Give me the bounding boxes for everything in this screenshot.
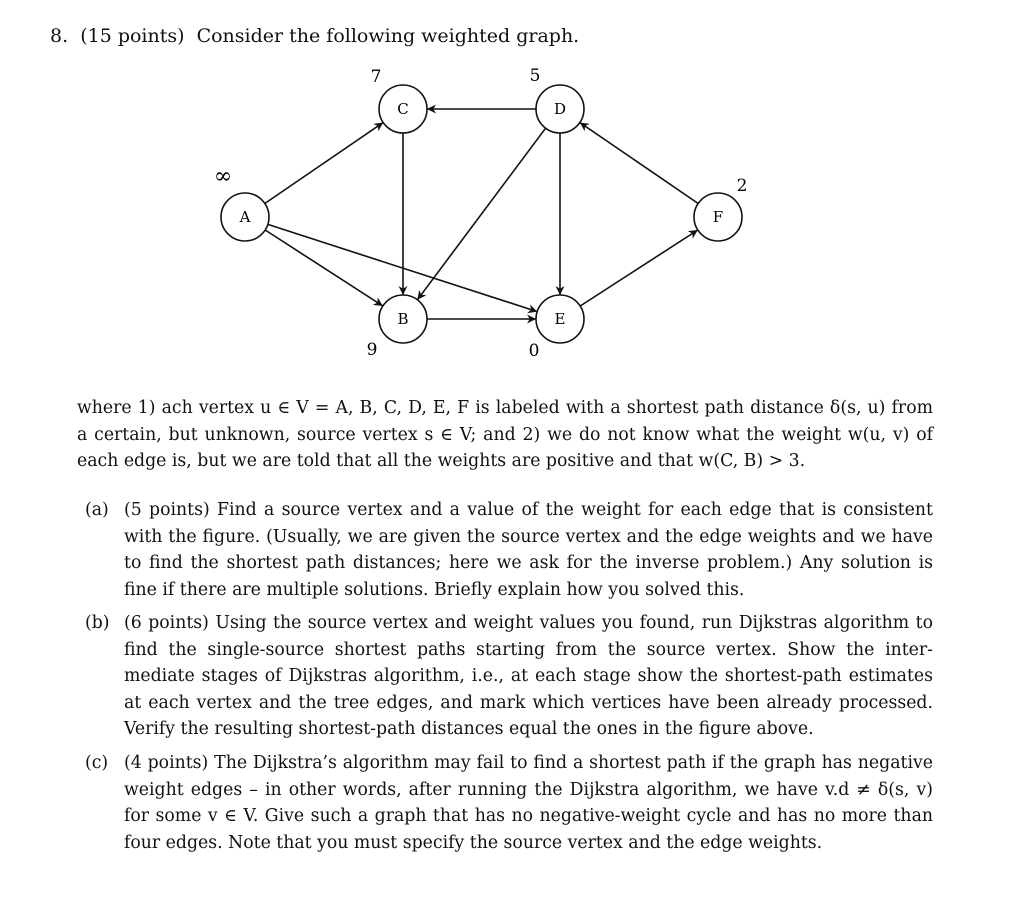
vertex-d-label: D: [553, 100, 567, 118]
part-b-label: (b): [85, 613, 110, 633]
part-a-text: Find a source vertex and a value of the weight for each edge that is consistent with the figure. (Usually, we are given the source vertex and the edge weights and we have to find the shortest path distances; here we ask for the inverse problem.) Any solution is fine if there are multiple solutions. Briefly explain how you solved this.: [124, 500, 933, 600]
part-b-text: Using the source vertex and weight values you found, run Dijkstras algorithm to find the single-source shortest paths starting from the source vertex. Show the inter-mediate stages of Dijkstras algorithm, i.e., at each stage show the shortest-path estimates at each vertex and the tree edges, and mark which vertices have been already processed. Verify the resulting shortest-path distances equal the ones in the figure above.: [124, 613, 933, 739]
vertex-c-label: C: [397, 100, 409, 118]
vertex-e-distance: 0: [528, 341, 540, 360]
part-c: [85, 750, 933, 856]
part-c-label: (c): [85, 753, 109, 773]
question-title: Consider the following weighted graph.: [196, 25, 580, 47]
nodes-layer: [214, 66, 748, 360]
part-b: [85, 610, 933, 743]
vertex-c-distance: 7: [370, 67, 382, 87]
part-c-text: The Dijkstra’s algorithm may fail to find a shortest path if the graph has negative weight edges – in other words, after running the Dijkstra algorithm, we have v.d ≠ δ(s, v) for some v ∈ V. Give such a graph that has no negative-weight cycle and has no more than four edges. Note that you must specify the source vertex and the edge weights.: [124, 753, 933, 853]
intro-text: where 1) ach vertex u ∈ V = A, B, C, D, E, F is labeled with a shortest path distance δ(s, u) from a certain, but unknown, source vertex s ∈ V; and 2) we do not know what the weight w(u, v) of each edge is, but we are told that all the weights are positive and that w(C, B) > 3.: [77, 398, 933, 471]
part-b-points: (6 points): [124, 613, 209, 633]
part-a-points: (5 points): [124, 500, 210, 520]
weighted-graph-figure: [0, 60, 1024, 360]
question-heading: [50, 23, 579, 49]
part-a-label: (a): [85, 500, 109, 520]
vertex-a-distance: ∞: [213, 164, 233, 189]
question-number: 8.: [50, 25, 69, 47]
edge-a-c: [265, 123, 383, 204]
vertex-f-distance: 2: [736, 176, 748, 196]
edge-a-b: [265, 230, 383, 306]
vertex-f-label: F: [712, 208, 724, 226]
vertex-b-distance: 9: [366, 340, 378, 360]
edge-f-d: [580, 123, 698, 204]
edge-d-b: [417, 128, 545, 300]
vertex-a-label: A: [239, 208, 251, 226]
vertex-d-distance: 5: [529, 66, 541, 86]
part-c-points: (4 points): [124, 753, 209, 773]
problem-intro: [77, 395, 933, 475]
part-a: [85, 497, 933, 603]
question-points: (15 points): [80, 25, 185, 47]
edge-e-f: [580, 230, 698, 306]
edges-layer: [265, 109, 698, 319]
vertex-b-label: B: [397, 310, 409, 328]
vertex-e-label: E: [554, 310, 566, 328]
